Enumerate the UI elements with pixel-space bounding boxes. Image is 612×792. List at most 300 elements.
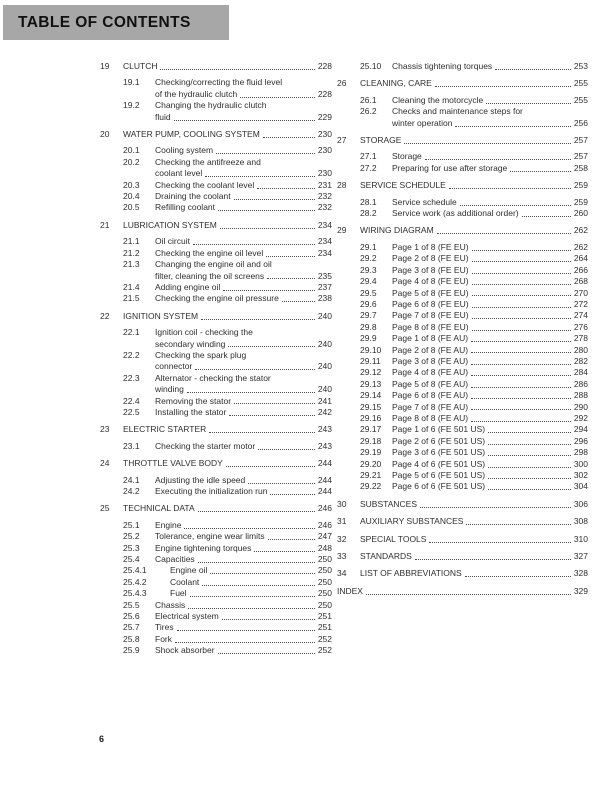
toc-entry-page: 298 xyxy=(573,447,588,458)
toc-entry-number: 30 xyxy=(337,498,347,509)
toc-entry[interactable] xyxy=(123,282,332,293)
toc-entry-title: AUXILIARY SUBSTANCES xyxy=(360,516,464,527)
toc-entry[interactable] xyxy=(123,634,332,645)
toc-entry-page: 257 xyxy=(573,135,588,146)
leader-dots xyxy=(472,330,571,331)
toc-entry-number: 29.5 xyxy=(360,287,377,298)
toc-entry-title: Refilling coolant xyxy=(155,202,216,213)
toc-entry-title: CLEANING, CARE xyxy=(360,78,432,89)
toc-entry-page: 231 xyxy=(317,179,332,190)
toc-entry[interactable] xyxy=(360,379,588,390)
toc-entry[interactable] xyxy=(360,299,588,310)
toc-entry[interactable] xyxy=(360,345,588,356)
leader-dots xyxy=(486,103,571,104)
toc-entry-number: 29.13 xyxy=(360,378,382,389)
toc-entry[interactable] xyxy=(123,520,332,531)
toc-entry-number: 29.19 xyxy=(360,447,382,458)
toc-entry[interactable] xyxy=(360,208,588,219)
leader-dots xyxy=(404,143,570,144)
leader-dots xyxy=(420,507,571,508)
toc-entry-title: Electrical system xyxy=(155,611,219,622)
toc-entry[interactable] xyxy=(100,129,332,140)
toc-entry-title: Page 5 of 8 (FE EU) xyxy=(392,287,469,298)
toc-entry-number: 33 xyxy=(337,551,347,562)
toc-entry-page: 240 xyxy=(317,310,332,321)
toc-entry-page: 304 xyxy=(573,481,588,492)
toc-entry-page: 251 xyxy=(317,622,332,633)
toc-entry[interactable] xyxy=(360,459,588,470)
toc-entry[interactable] xyxy=(123,565,332,576)
toc-entry-number: 21.2 xyxy=(123,247,140,258)
toc-entry[interactable] xyxy=(123,396,332,407)
toc-entry-title: CLUTCH xyxy=(123,61,158,71)
toc-entry[interactable] xyxy=(100,61,332,72)
toc-entry-title: IGNITION SYSTEM xyxy=(123,310,199,321)
leader-dots xyxy=(460,205,571,206)
leader-dots xyxy=(472,307,571,308)
toc-entry-page: 258 xyxy=(573,162,588,173)
toc-entry-page: 228 xyxy=(317,88,332,99)
toc-section xyxy=(337,78,588,129)
toc-entry[interactable] xyxy=(123,293,332,304)
toc-entry-page: 252 xyxy=(317,645,332,656)
toc-entry[interactable] xyxy=(360,276,588,287)
toc-entry-title: Engine xyxy=(155,519,182,530)
toc-entry[interactable] xyxy=(360,151,588,162)
toc-entry[interactable] xyxy=(360,61,588,72)
leader-dots xyxy=(488,444,571,445)
leader-dots xyxy=(471,409,571,410)
toc-entry-page: 240 xyxy=(317,338,332,349)
toc-entry[interactable] xyxy=(123,475,332,486)
toc-entry-number: 19.2 xyxy=(123,100,140,111)
toc-entry-page: 250 xyxy=(317,599,332,610)
toc-entry-title: Checks and maintenance steps for xyxy=(392,106,523,117)
toc-entry-title: Engine oil xyxy=(170,565,208,576)
toc-entry[interactable] xyxy=(123,554,332,565)
toc-entry[interactable] xyxy=(360,163,588,174)
toc-entry-page: 230 xyxy=(317,168,332,179)
leader-dots xyxy=(455,126,570,127)
toc-entry[interactable] xyxy=(360,470,588,481)
toc-entry-title: Changing the engine oil and oil xyxy=(155,259,272,270)
leader-dots xyxy=(449,188,571,189)
toc-entry-number: 29.15 xyxy=(360,401,382,412)
toc-entry-number: 25.3 xyxy=(123,542,140,553)
toc-entry-title: Removing the stator xyxy=(155,395,232,406)
toc-entry-number: 21 xyxy=(100,219,110,230)
leader-dots xyxy=(226,466,315,467)
toc-entry-title: Page 4 of 6 (FE 501 US) xyxy=(392,458,486,469)
toc-entry[interactable] xyxy=(123,157,332,180)
leader-dots xyxy=(471,375,571,376)
toc-entry-title: WATER PUMP, COOLING SYSTEM xyxy=(123,129,260,140)
toc-entry-title: Adding engine oil xyxy=(155,281,221,292)
toc-entry-page: 274 xyxy=(573,310,588,321)
toc-entry-page: 327 xyxy=(573,551,588,562)
toc-entry-title: Page 3 of 8 (FE EU) xyxy=(392,264,469,275)
toc-entry-title: Page 7 of 8 (FE AU) xyxy=(392,401,469,412)
toc-entry-page: 280 xyxy=(573,344,588,355)
toc-entry-page: 310 xyxy=(573,533,588,544)
toc-entry-title: Shock absorber xyxy=(155,645,215,656)
leader-dots xyxy=(175,642,315,643)
toc-entry-number: 22.2 xyxy=(123,349,140,360)
leader-dots xyxy=(234,199,315,200)
toc-entry-title: filter, cleaning the oil screens xyxy=(155,270,265,281)
toc-entry-page: 306 xyxy=(573,498,588,509)
leader-dots xyxy=(465,576,571,577)
toc-entry-title: Preparing for use after storage xyxy=(392,162,508,173)
leader-dots xyxy=(220,228,315,229)
toc-entry-title: Cooling system xyxy=(155,145,214,156)
toc-entry-number: 29 xyxy=(337,225,347,236)
toc-entry[interactable] xyxy=(123,327,332,350)
toc-entry-title: connector xyxy=(155,361,193,372)
toc-column-right xyxy=(337,61,588,663)
toc-entry-title: Alternator - checking the stator xyxy=(155,372,271,383)
toc-entry-number: 29.18 xyxy=(360,435,382,446)
toc-entry-number: 29.17 xyxy=(360,424,382,435)
toc-entry-number: 31 xyxy=(337,516,347,527)
toc-entry-page: 250 xyxy=(317,576,332,587)
toc-entry[interactable] xyxy=(337,135,588,146)
leader-dots xyxy=(234,403,315,404)
toc-entry[interactable] xyxy=(123,236,332,247)
toc-entry[interactable] xyxy=(360,436,588,447)
toc-entry[interactable] xyxy=(123,531,332,542)
toc-entry-title: fluid xyxy=(155,111,171,122)
toc-entry-number: 26.1 xyxy=(360,94,377,105)
toc-entry-page: 282 xyxy=(573,355,588,366)
toc-entry-title: STANDARDS xyxy=(360,551,412,562)
toc-entry[interactable] xyxy=(123,611,332,622)
toc-entry-title: ELECTRIC STARTER xyxy=(123,424,207,435)
toc-entry-title: Changing the hydraulic clutch xyxy=(155,100,267,111)
toc-entry[interactable] xyxy=(123,373,332,396)
toc-section xyxy=(100,311,332,419)
toc-entry-number: 25.2 xyxy=(123,531,140,542)
toc-entry-page: 278 xyxy=(573,333,588,344)
toc-entry[interactable] xyxy=(123,259,332,282)
toc-entry-number: 27.1 xyxy=(360,151,377,162)
toc-entry[interactable] xyxy=(123,622,332,633)
toc-entry[interactable] xyxy=(337,516,588,527)
toc-entry[interactable] xyxy=(123,543,332,554)
toc-entry-number: 25.4.3 xyxy=(123,588,147,599)
leader-dots xyxy=(257,188,315,189)
leader-dots xyxy=(254,551,314,552)
leader-dots xyxy=(472,318,571,319)
toc-entry-page: 276 xyxy=(573,321,588,332)
toc-entry[interactable] xyxy=(337,180,588,191)
toc-entry[interactable] xyxy=(360,424,588,435)
toc-entry[interactable] xyxy=(360,390,588,401)
leader-dots xyxy=(228,346,314,347)
toc-entry-number: 29.11 xyxy=(360,355,381,366)
leader-dots xyxy=(216,153,315,154)
toc-entry-title: Fork xyxy=(155,633,172,644)
toc-entry-number: 24 xyxy=(100,458,110,469)
toc-entry[interactable] xyxy=(337,586,588,597)
toc-entry-number: 29.8 xyxy=(360,321,377,332)
toc-section xyxy=(337,135,588,174)
toc-entry[interactable] xyxy=(337,499,588,510)
toc-entry-number: 29.2 xyxy=(360,253,377,264)
leader-dots xyxy=(471,364,571,365)
table-of-contents xyxy=(100,61,588,663)
toc-entry[interactable] xyxy=(360,322,588,333)
toc-entry[interactable] xyxy=(100,458,332,469)
toc-entry-number: 29.12 xyxy=(360,367,382,378)
toc-entry[interactable] xyxy=(360,106,588,129)
toc-entry-page: 264 xyxy=(573,253,588,264)
toc-entry-page: 255 xyxy=(573,78,588,89)
toc-entry[interactable] xyxy=(337,225,588,236)
toc-entry[interactable] xyxy=(123,180,332,191)
toc-entry[interactable] xyxy=(360,333,588,344)
toc-entry[interactable] xyxy=(123,645,332,656)
toc-entry-title: Page 8 of 8 (FE EU) xyxy=(392,321,469,332)
toc-entry[interactable] xyxy=(123,145,332,156)
toc-entry-number: 20.5 xyxy=(123,202,140,213)
toc-entry-page: 302 xyxy=(573,470,588,480)
toc-entry-title: Checking the engine oil level xyxy=(155,247,264,258)
toc-entry-page: 262 xyxy=(573,225,588,236)
toc-entry-page: 244 xyxy=(317,474,332,485)
toc-entry-page: 230 xyxy=(317,129,332,140)
toc-entry-title: of the hydraulic clutch xyxy=(155,88,238,99)
leader-dots xyxy=(195,369,314,370)
toc-entry-title: Tires xyxy=(155,622,174,633)
leader-dots xyxy=(471,421,571,422)
toc-entry-page: 250 xyxy=(317,588,332,599)
toc-entry[interactable] xyxy=(360,253,588,264)
toc-entry-page: 292 xyxy=(573,412,588,423)
toc-entry[interactable] xyxy=(123,191,332,202)
leader-dots xyxy=(268,539,315,540)
toc-entry-page: 243 xyxy=(317,440,332,451)
toc-entry-number: 32 xyxy=(337,533,347,544)
toc-entry[interactable] xyxy=(123,77,332,100)
toc-entry-number: 29.7 xyxy=(360,310,377,321)
toc-entry-page: 256 xyxy=(573,117,588,128)
toc-entry-number: 29.3 xyxy=(360,264,377,275)
toc-entry-title: Capacities xyxy=(155,554,195,565)
leader-dots xyxy=(522,216,571,217)
toc-entry-page: 241 xyxy=(317,395,332,406)
leader-dots xyxy=(209,432,315,433)
toc-entry[interactable] xyxy=(360,356,588,367)
toc-entry-title: winding xyxy=(155,384,184,395)
toc-entry-page: 243 xyxy=(317,424,332,435)
toc-entry-number: 25.10 xyxy=(360,61,382,71)
leader-dots xyxy=(229,415,314,416)
leader-dots xyxy=(471,398,571,399)
toc-entry-title: Adjusting the idle speed xyxy=(155,474,246,485)
toc-entry-title: Installing the stator xyxy=(155,406,227,417)
toc-entry-number: 25.4.2 xyxy=(123,576,147,587)
toc-entry[interactable] xyxy=(360,95,588,106)
leader-dots xyxy=(495,69,571,70)
toc-entry-number: 29.20 xyxy=(360,458,382,469)
toc-entry[interactable] xyxy=(360,402,588,413)
toc-entry-number: 24.1 xyxy=(123,474,140,485)
toc-entry-title: Page 4 of 8 (FE AU) xyxy=(392,367,469,378)
leader-dots xyxy=(223,290,315,291)
toc-entry[interactable] xyxy=(123,350,332,373)
toc-entry-page: 288 xyxy=(573,390,588,401)
toc-entry-number: 22 xyxy=(100,310,110,321)
toc-entry-number: 20.1 xyxy=(123,145,140,156)
toc-entry[interactable] xyxy=(100,220,332,231)
toc-entry-title: Checking the starter motor xyxy=(155,440,256,451)
toc-entry-number: 20.2 xyxy=(123,156,140,167)
toc-entry-number: 25.4.1 xyxy=(123,565,147,576)
leader-dots xyxy=(218,653,315,654)
toc-entry[interactable] xyxy=(337,551,588,562)
toc-entry-number: 23 xyxy=(100,424,110,435)
toc-entry-title: Page 3 of 6 (FE 501 US) xyxy=(392,447,486,458)
toc-entry[interactable] xyxy=(360,481,588,492)
leader-dots xyxy=(198,562,315,563)
toc-entry[interactable] xyxy=(360,197,588,208)
toc-entry-page: 246 xyxy=(317,503,332,514)
toc-entry-page: 252 xyxy=(317,633,332,644)
toc-entry-page: 286 xyxy=(573,378,588,389)
toc-section xyxy=(337,568,588,579)
toc-entry-title: LIST OF ABBREVIATIONS xyxy=(360,568,462,579)
toc-entry[interactable] xyxy=(360,447,588,458)
toc-entry-page: 308 xyxy=(573,516,588,527)
toc-entry-page: 251 xyxy=(317,611,332,622)
toc-entry-title: Draining the coolant xyxy=(155,191,231,202)
leader-dots xyxy=(488,489,571,490)
leader-dots xyxy=(472,261,571,262)
leader-dots xyxy=(429,542,570,543)
toc-entry[interactable] xyxy=(123,577,332,588)
toc-entry[interactable] xyxy=(337,534,588,545)
toc-entry-page: 268 xyxy=(573,276,588,287)
toc-entry-title: Page 1 of 8 (FE EU) xyxy=(392,241,469,252)
page-number: 6 xyxy=(99,734,105,744)
toc-entry[interactable] xyxy=(360,242,588,253)
leader-dots xyxy=(466,524,570,525)
toc-entry-page: 328 xyxy=(573,568,588,579)
toc-entry-title: Page 1 of 6 (FE 501 US) xyxy=(392,424,486,435)
toc-entry-number: 26.2 xyxy=(360,106,377,117)
toc-entry-title: Page 6 of 8 (FE EU) xyxy=(392,298,469,309)
leader-dots xyxy=(263,137,315,138)
toc-entry-page: 272 xyxy=(573,298,588,309)
toc-entry-number: 19 xyxy=(100,61,110,71)
toc-entry-title: Page 5 of 6 (FE 501 US) xyxy=(392,470,486,480)
leader-dots xyxy=(188,608,315,609)
toc-entry-number: 20.4 xyxy=(123,191,140,202)
toc-entry[interactable] xyxy=(337,78,588,89)
toc-entry[interactable] xyxy=(100,424,332,435)
toc-entry-page: 257 xyxy=(573,151,588,162)
leader-dots xyxy=(366,594,571,595)
leader-dots xyxy=(201,319,315,320)
toc-entry-number: 28.1 xyxy=(360,196,377,207)
toc-entry[interactable] xyxy=(360,310,588,321)
toc-entry-page: 232 xyxy=(317,202,332,213)
toc-entry[interactable] xyxy=(123,100,332,123)
toc-entry-number: 27 xyxy=(337,135,347,146)
leader-dots xyxy=(187,392,315,393)
toc-entry-number: 25.5 xyxy=(123,599,140,610)
toc-entry-page: 238 xyxy=(317,293,332,304)
leader-dots xyxy=(472,273,571,274)
toc-entry-title: Tolerance, engine wear limits xyxy=(155,531,265,542)
toc-entry-page: 235 xyxy=(317,270,332,281)
leader-dots xyxy=(184,528,314,529)
toc-entry-number: 21.3 xyxy=(123,259,140,270)
toc-entry[interactable] xyxy=(360,367,588,378)
toc-entry[interactable] xyxy=(123,202,332,213)
toc-entry-number: 28 xyxy=(337,180,347,191)
toc-entry-number: 29.14 xyxy=(360,390,382,401)
toc-entry-page: 296 xyxy=(573,435,588,446)
toc-entry[interactable] xyxy=(360,288,588,299)
leader-dots xyxy=(471,352,571,353)
toc-entry-title: SERVICE SCHEDULE xyxy=(360,180,446,191)
toc-entry-number: 22.3 xyxy=(123,372,140,383)
toc-entry-title: Cleaning the motorcycle xyxy=(392,94,484,105)
toc-entry-number: 29.4 xyxy=(360,276,377,287)
leader-dots xyxy=(222,619,315,620)
toc-entry[interactable] xyxy=(360,413,588,424)
toc-entry-page: 229 xyxy=(317,111,332,122)
leader-dots xyxy=(248,483,315,484)
toc-entry[interactable] xyxy=(123,600,332,611)
toc-entry-number: 29.22 xyxy=(360,481,382,492)
toc-entry[interactable] xyxy=(337,568,588,579)
leader-dots xyxy=(266,256,315,257)
leader-dots xyxy=(177,630,315,631)
toc-entry-title: Page 3 of 8 (FE AU) xyxy=(392,355,469,366)
toc-entry[interactable] xyxy=(100,311,332,322)
toc-entry-page: 300 xyxy=(573,458,588,469)
toc-entry-number: 20.3 xyxy=(123,179,140,190)
toc-entry-title: Chassis tightening torques xyxy=(392,61,493,71)
toc-entry-title: Chassis xyxy=(155,599,186,610)
toc-section xyxy=(337,180,588,219)
toc-section xyxy=(100,503,332,656)
toc-entry[interactable] xyxy=(123,441,332,452)
toc-entry-title: Page 2 of 8 (FE AU) xyxy=(392,344,469,355)
toc-entry-title: Checking the spark plug xyxy=(155,349,247,360)
leader-dots xyxy=(205,176,315,177)
toc-entry-title: Page 2 of 8 (FE EU) xyxy=(392,253,469,264)
toc-entry[interactable] xyxy=(100,503,332,514)
toc-entry-number: 28.2 xyxy=(360,208,377,219)
toc-entry[interactable] xyxy=(123,248,332,259)
toc-entry[interactable] xyxy=(123,486,332,497)
toc-entry-page: 262 xyxy=(573,241,588,252)
leader-dots xyxy=(270,494,314,495)
toc-entry-title: Checking the coolant level xyxy=(155,179,255,190)
toc-entry[interactable] xyxy=(123,588,332,599)
leader-dots xyxy=(471,341,571,342)
toc-section xyxy=(100,129,332,214)
toc-section xyxy=(100,458,332,497)
toc-entry[interactable] xyxy=(360,265,588,276)
toc-entry-number: 19.1 xyxy=(123,77,140,88)
toc-entry-title: Checking the engine oil pressure xyxy=(155,293,279,304)
toc-entry[interactable] xyxy=(123,407,332,418)
